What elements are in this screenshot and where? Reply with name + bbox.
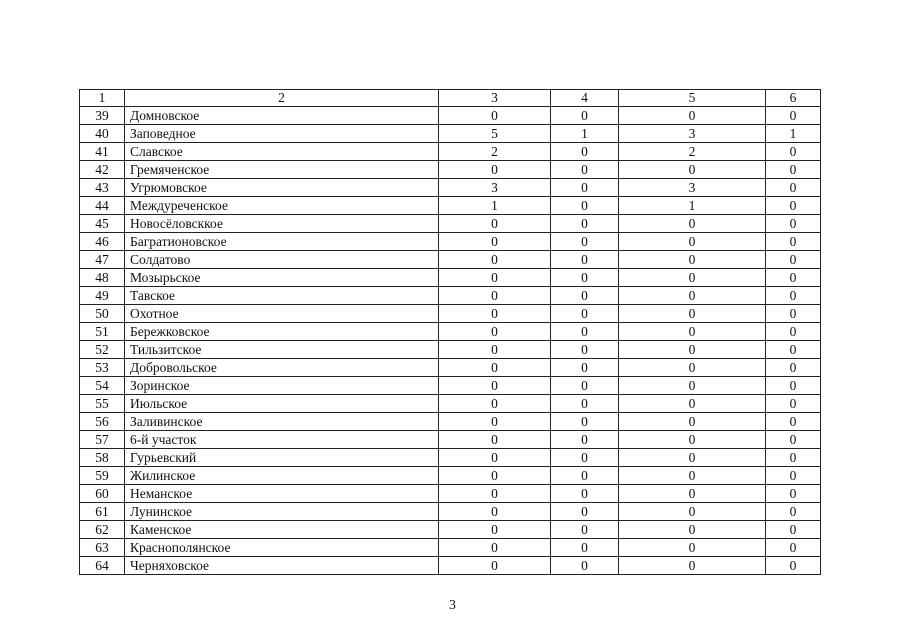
value-cell-col5: 0 <box>619 305 766 323</box>
value-cell-col5: 3 <box>619 125 766 143</box>
value-cell-col6: 0 <box>766 251 821 269</box>
header-cell-4: 4 <box>551 90 619 107</box>
settlement-name-cell: Охотное <box>125 305 439 323</box>
value-cell-col6: 0 <box>766 215 821 233</box>
header-cell-3: 3 <box>439 90 551 107</box>
data-table <box>79 89 821 575</box>
table-row <box>80 341 821 359</box>
value-cell-col4: 0 <box>551 305 619 323</box>
value-cell-col5: 0 <box>619 395 766 413</box>
table-row <box>80 233 821 251</box>
value-cell-col3: 0 <box>439 359 551 377</box>
row-number-cell: 58 <box>80 449 125 467</box>
value-cell-col5: 0 <box>619 359 766 377</box>
value-cell-col3: 0 <box>439 341 551 359</box>
value-cell-col3: 0 <box>439 161 551 179</box>
row-number-cell: 50 <box>80 305 125 323</box>
value-cell-col4: 0 <box>551 485 619 503</box>
value-cell-col4: 0 <box>551 395 619 413</box>
settlement-name-cell: Лунинское <box>125 503 439 521</box>
value-cell-col6: 0 <box>766 359 821 377</box>
value-cell-col4: 0 <box>551 269 619 287</box>
settlement-name-cell: Новосёловсккое <box>125 215 439 233</box>
value-cell-col6: 0 <box>766 269 821 287</box>
value-cell-col3: 0 <box>439 485 551 503</box>
row-number-cell: 51 <box>80 323 125 341</box>
value-cell-col6: 0 <box>766 467 821 485</box>
value-cell-col5: 0 <box>619 485 766 503</box>
row-number-cell: 55 <box>80 395 125 413</box>
value-cell-col5: 0 <box>619 557 766 575</box>
row-number-cell: 53 <box>80 359 125 377</box>
row-number-cell: 44 <box>80 197 125 215</box>
settlement-name-cell: Неманское <box>125 485 439 503</box>
table-header-row <box>80 90 821 107</box>
value-cell-col5: 0 <box>619 539 766 557</box>
value-cell-col6: 0 <box>766 287 821 305</box>
value-cell-col3: 1 <box>439 197 551 215</box>
value-cell-col6: 0 <box>766 503 821 521</box>
value-cell-col3: 5 <box>439 125 551 143</box>
row-number-cell: 64 <box>80 557 125 575</box>
row-number-cell: 47 <box>80 251 125 269</box>
value-cell-col4: 0 <box>551 161 619 179</box>
settlement-name-cell: Гремяченское <box>125 161 439 179</box>
value-cell-col6: 0 <box>766 179 821 197</box>
settlement-name-cell: Черняховское <box>125 557 439 575</box>
table-row <box>80 503 821 521</box>
value-cell-col3: 0 <box>439 467 551 485</box>
value-cell-col6: 0 <box>766 341 821 359</box>
row-number-cell: 60 <box>80 485 125 503</box>
row-number-cell: 46 <box>80 233 125 251</box>
value-cell-col3: 0 <box>439 305 551 323</box>
value-cell-col6: 0 <box>766 449 821 467</box>
settlement-name-cell: Тильзитское <box>125 341 439 359</box>
value-cell-col5: 1 <box>619 197 766 215</box>
settlement-name-cell: Солдатово <box>125 251 439 269</box>
table-row <box>80 539 821 557</box>
value-cell-col5: 0 <box>619 449 766 467</box>
value-cell-col3: 3 <box>439 179 551 197</box>
value-cell-col4: 0 <box>551 179 619 197</box>
value-cell-col3: 0 <box>439 503 551 521</box>
row-number-cell: 48 <box>80 269 125 287</box>
value-cell-col4: 0 <box>551 431 619 449</box>
value-cell-col6: 0 <box>766 107 821 125</box>
table-row <box>80 305 821 323</box>
value-cell-col4: 0 <box>551 557 619 575</box>
table-row <box>80 431 821 449</box>
settlement-name-cell: Домновское <box>125 107 439 125</box>
row-number-cell: 42 <box>80 161 125 179</box>
value-cell-col3: 0 <box>439 377 551 395</box>
value-cell-col3: 0 <box>439 413 551 431</box>
value-cell-col3: 0 <box>439 251 551 269</box>
value-cell-col6: 0 <box>766 197 821 215</box>
value-cell-col4: 0 <box>551 539 619 557</box>
value-cell-col6: 0 <box>766 161 821 179</box>
value-cell-col6: 0 <box>766 557 821 575</box>
value-cell-col4: 0 <box>551 233 619 251</box>
value-cell-col4: 0 <box>551 449 619 467</box>
value-cell-col4: 0 <box>551 503 619 521</box>
table-row <box>80 485 821 503</box>
value-cell-col4: 0 <box>551 143 619 161</box>
header-cell-5: 5 <box>619 90 766 107</box>
table-row <box>80 449 821 467</box>
settlement-name-cell: Зоринское <box>125 377 439 395</box>
row-number-cell: 43 <box>80 179 125 197</box>
table-row <box>80 323 821 341</box>
value-cell-col6: 1 <box>766 125 821 143</box>
table-row <box>80 359 821 377</box>
settlement-name-cell: Краснополянское <box>125 539 439 557</box>
settlement-name-cell: Каменское <box>125 521 439 539</box>
row-number-cell: 52 <box>80 341 125 359</box>
value-cell-col4: 0 <box>551 287 619 305</box>
value-cell-col5: 0 <box>619 233 766 251</box>
value-cell-col6: 0 <box>766 143 821 161</box>
table-row <box>80 413 821 431</box>
value-cell-col3: 0 <box>439 287 551 305</box>
value-cell-col3: 0 <box>439 431 551 449</box>
table-row <box>80 467 821 485</box>
settlement-name-cell: Жилинское <box>125 467 439 485</box>
value-cell-col3: 0 <box>439 395 551 413</box>
value-cell-col6: 0 <box>766 305 821 323</box>
settlement-name-cell: Гурьевский <box>125 449 439 467</box>
settlement-name-cell: Славское <box>125 143 439 161</box>
table-row <box>80 557 821 575</box>
value-cell-col6: 0 <box>766 485 821 503</box>
table-row <box>80 215 821 233</box>
value-cell-col5: 0 <box>619 161 766 179</box>
value-cell-col4: 0 <box>551 359 619 377</box>
value-cell-col4: 0 <box>551 341 619 359</box>
settlement-name-cell: Бережковское <box>125 323 439 341</box>
value-cell-col5: 0 <box>619 431 766 449</box>
value-cell-col4: 0 <box>551 323 619 341</box>
value-cell-col3: 0 <box>439 521 551 539</box>
row-number-cell: 59 <box>80 467 125 485</box>
value-cell-col4: 0 <box>551 377 619 395</box>
value-cell-col4: 0 <box>551 413 619 431</box>
row-number-cell: 45 <box>80 215 125 233</box>
value-cell-col6: 0 <box>766 413 821 431</box>
value-cell-col5: 0 <box>619 287 766 305</box>
row-number-cell: 61 <box>80 503 125 521</box>
table-row <box>80 269 821 287</box>
settlement-name-cell: Добровольское <box>125 359 439 377</box>
value-cell-col5: 2 <box>619 143 766 161</box>
value-cell-col4: 0 <box>551 197 619 215</box>
value-cell-col3: 0 <box>439 215 551 233</box>
value-cell-col6: 0 <box>766 323 821 341</box>
value-cell-col3: 2 <box>439 143 551 161</box>
settlement-name-cell: 6-й участок <box>125 431 439 449</box>
row-number-cell: 41 <box>80 143 125 161</box>
value-cell-col5: 0 <box>619 323 766 341</box>
table-row <box>80 287 821 305</box>
row-number-cell: 57 <box>80 431 125 449</box>
value-cell-col3: 0 <box>439 269 551 287</box>
row-number-cell: 49 <box>80 287 125 305</box>
row-number-cell: 39 <box>80 107 125 125</box>
settlement-name-cell: Июльское <box>125 395 439 413</box>
settlement-name-cell: Тавское <box>125 287 439 305</box>
header-cell-2: 2 <box>125 90 439 107</box>
value-cell-col6: 0 <box>766 431 821 449</box>
value-cell-col3: 0 <box>439 107 551 125</box>
row-number-cell: 54 <box>80 377 125 395</box>
value-cell-col4: 0 <box>551 107 619 125</box>
table-row <box>80 179 821 197</box>
table-row <box>80 377 821 395</box>
value-cell-col3: 0 <box>439 233 551 251</box>
value-cell-col4: 1 <box>551 125 619 143</box>
value-cell-col5: 0 <box>619 521 766 539</box>
table-row <box>80 143 821 161</box>
settlement-name-cell: Мозырьское <box>125 269 439 287</box>
value-cell-col5: 0 <box>619 107 766 125</box>
value-cell-col3: 0 <box>439 449 551 467</box>
value-cell-col5: 0 <box>619 503 766 521</box>
row-number-cell: 56 <box>80 413 125 431</box>
page-number: 3 <box>449 597 456 612</box>
value-cell-col6: 0 <box>766 521 821 539</box>
value-cell-col5: 3 <box>619 179 766 197</box>
value-cell-col4: 0 <box>551 251 619 269</box>
settlement-name-cell: Заливинское <box>125 413 439 431</box>
value-cell-col4: 0 <box>551 215 619 233</box>
row-number-cell: 40 <box>80 125 125 143</box>
row-number-cell: 62 <box>80 521 125 539</box>
value-cell-col5: 0 <box>619 269 766 287</box>
value-cell-col3: 0 <box>439 539 551 557</box>
value-cell-col4: 0 <box>551 521 619 539</box>
header-cell-6: 6 <box>766 90 821 107</box>
value-cell-col5: 0 <box>619 467 766 485</box>
table-row <box>80 197 821 215</box>
table-row <box>80 125 821 143</box>
table-row <box>80 521 821 539</box>
row-number-cell: 63 <box>80 539 125 557</box>
value-cell-col6: 0 <box>766 233 821 251</box>
value-cell-col5: 0 <box>619 251 766 269</box>
value-cell-col6: 0 <box>766 395 821 413</box>
value-cell-col5: 0 <box>619 413 766 431</box>
settlement-name-cell: Междуреченское <box>125 197 439 215</box>
table-row <box>80 395 821 413</box>
value-cell-col5: 0 <box>619 341 766 359</box>
header-cell-1: 1 <box>80 90 125 107</box>
value-cell-col6: 0 <box>766 539 821 557</box>
table-row <box>80 107 821 125</box>
value-cell-col3: 0 <box>439 557 551 575</box>
value-cell-col5: 0 <box>619 377 766 395</box>
value-cell-col3: 0 <box>439 323 551 341</box>
table-row <box>80 161 821 179</box>
settlement-name-cell: Заповедное <box>125 125 439 143</box>
settlement-name-cell: Багратионовское <box>125 233 439 251</box>
table-body <box>80 90 821 575</box>
table-row <box>80 251 821 269</box>
value-cell-col5: 0 <box>619 215 766 233</box>
value-cell-col6: 0 <box>766 377 821 395</box>
settlement-name-cell: Угрюмовское <box>125 179 439 197</box>
value-cell-col4: 0 <box>551 467 619 485</box>
